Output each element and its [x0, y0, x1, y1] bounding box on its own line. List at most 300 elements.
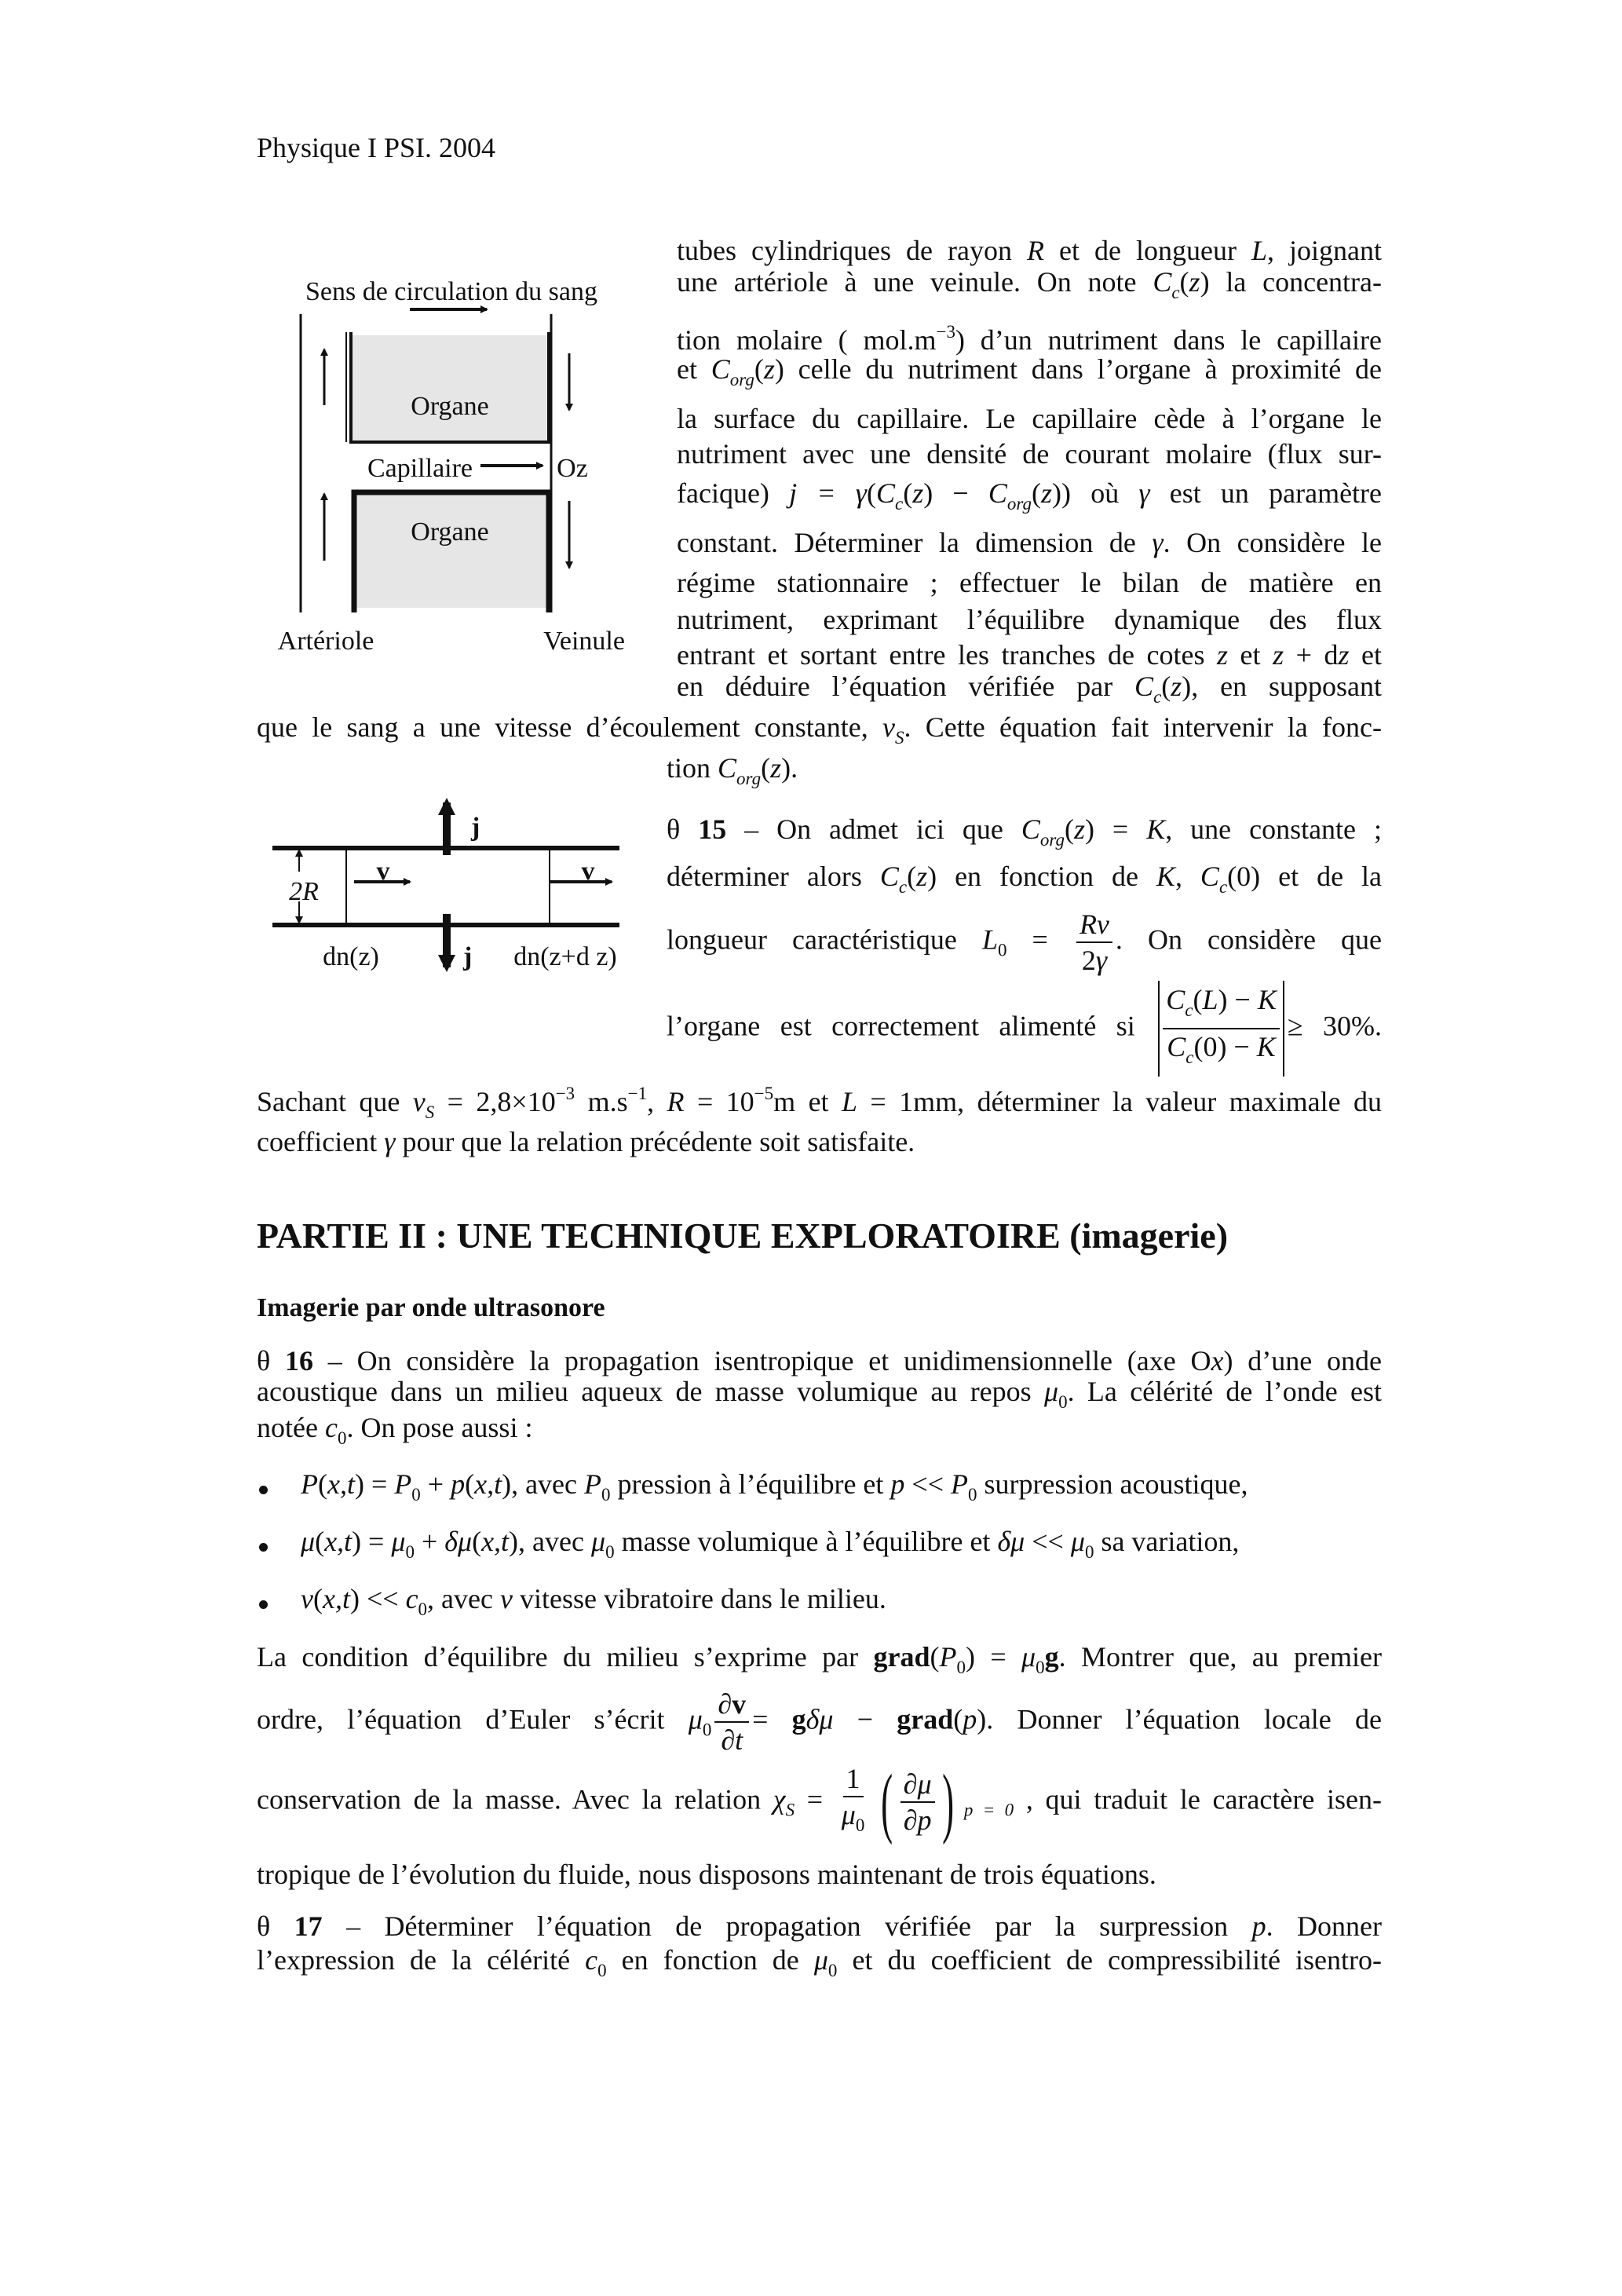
organ-bottom-box [354, 492, 549, 608]
text-run: 0 [956, 1658, 966, 1677]
text-line [667, 981, 1382, 1077]
text-run: θ [257, 1910, 294, 1942]
text-run: . Donner [1266, 1910, 1382, 1942]
text-run: ( [907, 861, 917, 892]
text-run: −3 [936, 322, 955, 342]
text-run: L [981, 923, 998, 956]
text-run: – Déterminer l’équation de propagation vérifiée par la surpression [322, 1910, 1252, 1942]
axis-label: Oz [557, 454, 588, 483]
text-run: conservation de la masse. Avec la relation [257, 1783, 773, 1815]
numerator [843, 1761, 864, 1797]
text-run: << [904, 1468, 952, 1500]
text-run: en fonction de [937, 861, 1156, 892]
text-run: , une constante ; [1165, 813, 1382, 845]
denominator [1164, 1029, 1279, 1075]
text-run: ) [774, 353, 784, 385]
text-run: PARTIE II : UNE TECHNIQUE EXPLORATOIRE (imagerie) [257, 1216, 1229, 1256]
text-run: et de la [1260, 861, 1382, 892]
text-run: C [718, 752, 737, 784]
numerator [1076, 907, 1112, 943]
text-line [257, 1123, 915, 1161]
text-run: est un paramètre [1149, 477, 1383, 509]
text-run: La condition d’équilibre du milieu s’exprime par [257, 1641, 874, 1673]
text-run: ( [315, 1526, 325, 1557]
text-run: v [301, 1583, 313, 1614]
text-line [677, 564, 1382, 601]
text-run: C [1200, 861, 1219, 892]
text-run: ) [977, 1703, 987, 1735]
text-run: −5 [754, 1084, 774, 1103]
text-run: C [711, 353, 730, 385]
fraction [714, 1687, 749, 1757]
velocity-left-label: v [376, 857, 390, 886]
text-run: ( [903, 477, 913, 509]
text-run: ( [1032, 477, 1042, 509]
text-run: en fonction de [606, 1944, 814, 1976]
text-run: p [890, 1468, 905, 1500]
bullet-icon [259, 1486, 268, 1494]
text-line [257, 1941, 1382, 1990]
fraction-body [1076, 907, 1112, 978]
text-line [667, 857, 1382, 906]
capillary-slice-diagram [272, 803, 619, 971]
text-run: c [1185, 1000, 1193, 1020]
text-run: ( [930, 1641, 940, 1673]
text-run: m et [773, 1086, 842, 1117]
text-run: , avec [511, 1468, 585, 1500]
text-run: ( [1064, 813, 1074, 845]
text-run: où [1071, 477, 1139, 509]
venule-label: Veinule [543, 627, 625, 656]
text-run: celle du nutriment dans l’organe à proximité de [784, 353, 1382, 385]
denominator [838, 1797, 868, 1843]
dn-right-label: dn(z+d z) [513, 942, 617, 971]
text-run: 0 [605, 1542, 615, 1562]
text-line [677, 350, 1382, 399]
text-run: p [451, 1468, 466, 1500]
text-run: ) [502, 1468, 512, 1500]
text-run: μ [813, 1944, 828, 1976]
text-run: 0 [855, 1815, 865, 1835]
text-run: org [1006, 494, 1032, 514]
text-run: ) = [354, 1468, 395, 1500]
text-run: z [1073, 813, 1085, 845]
text-run: que le sang a une vitesse d’écoulement constante, [257, 711, 883, 743]
text-run: vitesse vibratoire dans le milieu. [512, 1583, 886, 1614]
text-run: c [585, 1944, 598, 1976]
text-run: ) = [965, 1641, 1022, 1673]
text-run: ( [761, 752, 771, 784]
text-run: ( [754, 353, 764, 385]
text-run: ) [927, 861, 937, 892]
text-run: = 10 [684, 1086, 754, 1117]
text-run: 0 [418, 1600, 428, 1619]
text-run: R [1026, 235, 1044, 266]
fraction-body [714, 1687, 749, 1757]
text-run: déterminer alors [667, 861, 880, 892]
text-run: . Donner l’équation locale de [986, 1703, 1382, 1735]
text-run: v [882, 711, 896, 743]
text-run: ( [866, 477, 876, 509]
text-run: ≥ 30%. [1287, 1010, 1383, 1042]
text-run: 17 [294, 1910, 323, 1942]
text-run: μ [301, 1526, 316, 1557]
text-run: 0 [405, 1542, 415, 1562]
text-run: = 1mm, déterminer la valeur maximale du [857, 1086, 1383, 1117]
text-run: = [752, 1703, 792, 1735]
text-run: 0 [1036, 1658, 1045, 1677]
text-run: . Cette équation fait intervenir la fonc- [904, 711, 1383, 743]
text-run: + [420, 1468, 451, 1500]
text-run: P [301, 1468, 318, 1500]
text-run: x,t [327, 1468, 355, 1500]
text-run: , [1174, 861, 1200, 892]
text-run: P [939, 1641, 957, 1673]
text-run: μ [1044, 1376, 1059, 1407]
text-run: c [1153, 687, 1162, 707]
text-run: ( [953, 1703, 963, 1735]
text-run: et [1228, 639, 1273, 671]
text-run: γ [1152, 527, 1164, 558]
text-run: ) [1200, 266, 1210, 298]
fraction [838, 1761, 868, 1843]
text-run: et [1349, 639, 1382, 671]
bullet-icon [259, 1543, 268, 1552]
text-run: (0) [1227, 861, 1261, 892]
dn-left-label: dn(z) [323, 942, 379, 971]
denominator [901, 1803, 935, 1837]
text-run: , joignant [1267, 235, 1382, 266]
text-run: ( [465, 1468, 475, 1500]
text-run: C [1021, 813, 1040, 845]
text-run: x,t [481, 1526, 510, 1557]
text-run: = 2,8×10 [434, 1086, 556, 1117]
text-run: l’organe est correctement alimenté si [667, 1010, 1156, 1042]
text-run: tion [667, 752, 718, 784]
text-run: , avec [518, 1526, 591, 1557]
text-run: ( [1193, 984, 1203, 1015]
text-run: ∂t [721, 1724, 743, 1756]
text-run: c [898, 877, 908, 897]
text-run: org [736, 769, 762, 788]
text-line [257, 1907, 1382, 1945]
text-run: Rv [1079, 909, 1109, 940]
text-run: = [1006, 923, 1073, 956]
text-run: P [394, 1468, 412, 1500]
text-run: ). [781, 752, 798, 784]
text-run: z [1273, 639, 1284, 671]
text-run: θ [667, 813, 699, 845]
text-run: K [1256, 1031, 1276, 1062]
text-run: 15 [698, 813, 727, 845]
text-run: masse volumique à l’équilibre et [614, 1526, 998, 1557]
text-run: m.s [575, 1086, 628, 1117]
text-run: 0 [1084, 1542, 1094, 1562]
text-run: c [324, 1412, 338, 1443]
text-run: pour que la relation précédente soit satisfaite. [395, 1126, 915, 1157]
text-run: ) d’une onde [1223, 1345, 1382, 1377]
text-run: c [1171, 283, 1180, 302]
text-run: – On considère la propagation isentropique et unidimensionnelle (axe O [313, 1345, 1211, 1377]
text-run: pression à l’équilibre et [610, 1468, 891, 1500]
text-run: μ [1021, 1641, 1036, 1673]
text-line [677, 474, 1382, 523]
text-run: et du coefficient de compressibilité isentro- [837, 1944, 1382, 1976]
text-run: ( [1161, 671, 1171, 702]
text-run: S [895, 728, 904, 748]
text-run: facique) [677, 477, 790, 509]
text-run: tropique de l’évolution du fluide, nous disposons maintenant de trois équations. [257, 1859, 1156, 1890]
text-run: ( [472, 1526, 482, 1557]
organ-top-box [351, 335, 549, 442]
text-run: K [1156, 861, 1175, 892]
text-run: )) [1052, 477, 1072, 509]
text-run: grad [897, 1703, 954, 1735]
text-run: z [763, 353, 775, 385]
text-run: ∂p [903, 1804, 932, 1836]
arteriole-label: Artériole [277, 627, 374, 656]
text-run: tion molaire ( mol.m [677, 324, 937, 356]
denominator [718, 1723, 746, 1757]
text-run: 2 [1081, 945, 1096, 976]
text-run: C [1153, 266, 1172, 298]
text-run: Sachant que [257, 1086, 413, 1117]
organ-bottom-label: Organe [411, 517, 489, 547]
text-run: μ [1070, 1526, 1085, 1557]
text-run: Imagerie par onde ultrasonore [257, 1293, 605, 1322]
text-run: 1 [846, 1763, 860, 1794]
text-run: θ [257, 1345, 286, 1377]
text-run: −3 [555, 1084, 575, 1103]
text-run: p [1251, 1910, 1266, 1942]
text-run: ordre, l’équation d’Euler s’écrit [257, 1703, 689, 1735]
text-line [667, 810, 1382, 859]
text-run: C [875, 477, 895, 509]
text-run: , qui traduit le caractère isen- [1014, 1783, 1382, 1815]
fraction [874, 1763, 960, 1841]
text-run: S [425, 1102, 435, 1122]
text-run: tubes cylindriques de rayon [677, 235, 1027, 266]
text-run: L [841, 1086, 858, 1117]
text-run: γ [1095, 945, 1108, 976]
text-run: constant. Déterminer la dimension de [677, 527, 1153, 558]
text-line [667, 907, 1382, 978]
text-line [257, 1687, 1382, 1757]
text-run: une artériole à une veinule. On note [677, 266, 1153, 298]
text-run: 0 [411, 1485, 421, 1504]
text-line [301, 1580, 886, 1629]
text-run: et [677, 353, 711, 385]
text-run: δμ [806, 1703, 834, 1735]
text-run: ) = [1084, 813, 1147, 845]
text-line [257, 1855, 1156, 1893]
text-run: acoustique dans un milieu aqueux de masse volumique au repos [257, 1376, 1044, 1407]
text-run: , [647, 1086, 667, 1117]
text-line [301, 1523, 1239, 1571]
text-run: , avec [427, 1583, 500, 1614]
text-line [667, 749, 798, 798]
text-run: ) − [1218, 984, 1258, 1015]
text-run: 0 [968, 1485, 977, 1504]
text-run: la concentra- [1209, 266, 1383, 298]
text-run: x,t [324, 1526, 353, 1557]
text-run: nutriment avec une densité de courant molaire (flux sur- [677, 438, 1382, 470]
page-header: Physique I PSI. 2004 [257, 132, 496, 163]
text-run: et de longueur [1043, 235, 1251, 266]
fraction-body [1163, 982, 1280, 1075]
text-run: ) − [923, 477, 988, 509]
text-line [677, 400, 1382, 437]
text-run: C [879, 861, 899, 892]
text-run: z [1217, 639, 1229, 671]
text-run: . La célérité de l’onde est [1067, 1376, 1382, 1407]
text-run: 16 [285, 1345, 314, 1377]
text-run: 0 [601, 1485, 611, 1504]
text-run: μ [391, 1526, 406, 1557]
text-run: v [732, 1688, 747, 1720]
text-run: L [1202, 984, 1218, 1015]
text-run: z [1189, 266, 1200, 298]
text-run: en déduire l’équation vérifiée par [677, 671, 1135, 702]
numerator [714, 1687, 749, 1723]
text-run: −1 [627, 1084, 648, 1103]
text-run: . On considère le [1163, 527, 1382, 558]
text-run: ) d’un nutriment dans le capillaire [955, 324, 1382, 356]
numerator [901, 1767, 935, 1803]
text-run: δμ [444, 1526, 473, 1557]
text-line [257, 1761, 1382, 1843]
text-run: z [1338, 639, 1350, 671]
text-run: grad [873, 1641, 930, 1673]
text-run: c [894, 494, 904, 514]
text-run: g [791, 1703, 806, 1735]
text-run: notée [257, 1412, 325, 1443]
text-line [257, 1638, 1382, 1687]
text-run: ) [509, 1526, 519, 1557]
text-run: , en supposant [1191, 671, 1382, 702]
text-run: γ [1138, 477, 1150, 509]
text-run: + d [1284, 639, 1339, 671]
text-run: nutriment, exprimant l’équilibre dynamique des flux [677, 604, 1382, 635]
text-run: 0 [998, 940, 1007, 960]
text-line [677, 263, 1382, 312]
text-run: sa variation, [1094, 1526, 1240, 1557]
text-run: g [1044, 1641, 1059, 1673]
text-run: C [988, 477, 1007, 509]
fraction-body [901, 1767, 935, 1837]
text-run: 0 [1058, 1392, 1068, 1412]
organ-top-label: Organe [411, 392, 489, 421]
text-run: S [785, 1800, 795, 1820]
text-run: 0 [827, 1961, 838, 1980]
text-run: c [1185, 1047, 1194, 1067]
text-run: – On admet ici que [726, 813, 1021, 845]
text-run: l’expression de la célérité [257, 1944, 586, 1976]
text-run: ( [312, 1583, 323, 1614]
text-run: p = 0 [963, 1800, 1014, 1820]
text-run: c [1218, 877, 1228, 897]
text-run: << [1025, 1526, 1071, 1557]
text-run: ( [318, 1468, 327, 1500]
text-run: + [414, 1526, 445, 1557]
bullet-icon [259, 1600, 268, 1609]
fraction-body [838, 1761, 868, 1843]
text-run: org [729, 370, 754, 389]
fraction [1076, 907, 1112, 978]
text-run: ) [1182, 671, 1192, 702]
text-run: = [795, 1783, 835, 1815]
flow-caption: Sens de circulation du sang [305, 277, 598, 306]
text-run: ∂ [718, 1688, 732, 1720]
text-run: entrant et sortant entre les tranches de cotes [677, 639, 1217, 671]
text-run: p [963, 1703, 977, 1735]
text-run: z [1171, 671, 1182, 702]
text-run: ) = [352, 1526, 392, 1557]
text-run: ) << [349, 1583, 406, 1614]
radius-label: 2R [289, 877, 319, 906]
text-run: P [951, 1468, 969, 1500]
text-run: . Montrer que, au premier [1058, 1641, 1382, 1673]
text-run: (0) − [1193, 1031, 1257, 1062]
denominator [1079, 943, 1110, 978]
text-run: L [1251, 235, 1267, 266]
text-run: régime stationnaire ; effectuer le bilan de matière en [677, 567, 1382, 598]
text-line [677, 524, 1382, 561]
section-heading [257, 1217, 1228, 1255]
text-run: v [499, 1583, 513, 1614]
numerator [1163, 982, 1280, 1029]
text-run: z [1041, 477, 1053, 509]
text-run: surpression acoustique, [977, 1468, 1248, 1500]
text-run: μ [590, 1526, 606, 1557]
text-line [257, 708, 1382, 757]
text-run: c [405, 1583, 418, 1614]
text-run: x [1211, 1345, 1224, 1377]
text-run: longueur caractéristique [667, 923, 982, 956]
flux-top-label: j [471, 813, 480, 842]
text-run: P [584, 1468, 602, 1500]
text-run: coefficient [257, 1126, 385, 1157]
text-run: . On considère que [1115, 923, 1382, 956]
text-run: la surface du capillaire. Le capillaire cède à l’organe le [677, 403, 1382, 434]
text-run: μ [688, 1703, 703, 1735]
text-run: C [1134, 671, 1154, 702]
text-run: δμ [997, 1526, 1025, 1557]
text-run: . On pose aussi : [346, 1412, 533, 1443]
section-heading [257, 1289, 605, 1327]
circulation-diagram [278, 277, 625, 656]
text-line [257, 1409, 532, 1457]
text-run: γ [384, 1126, 396, 1157]
absolute-value-fraction [1158, 981, 1284, 1077]
text-line [301, 1465, 1248, 1514]
velocity-right-label: v [581, 857, 595, 886]
text-run: C [1166, 984, 1185, 1015]
text-run: z [912, 477, 924, 509]
text-run: 0 [597, 1961, 607, 1980]
text-run: x,t [322, 1583, 350, 1614]
text-run: K [1146, 813, 1166, 845]
text-run: z [916, 861, 928, 892]
text-run: j = γ [789, 477, 867, 509]
text-line [677, 435, 1382, 473]
text-run: R [667, 1086, 685, 1117]
flux-bottom-label: j [463, 942, 473, 971]
text-run: x,t [474, 1468, 502, 1500]
text-run: z [770, 752, 782, 784]
text-run: ( [1179, 266, 1189, 298]
text-run: ∂μ [903, 1768, 932, 1800]
